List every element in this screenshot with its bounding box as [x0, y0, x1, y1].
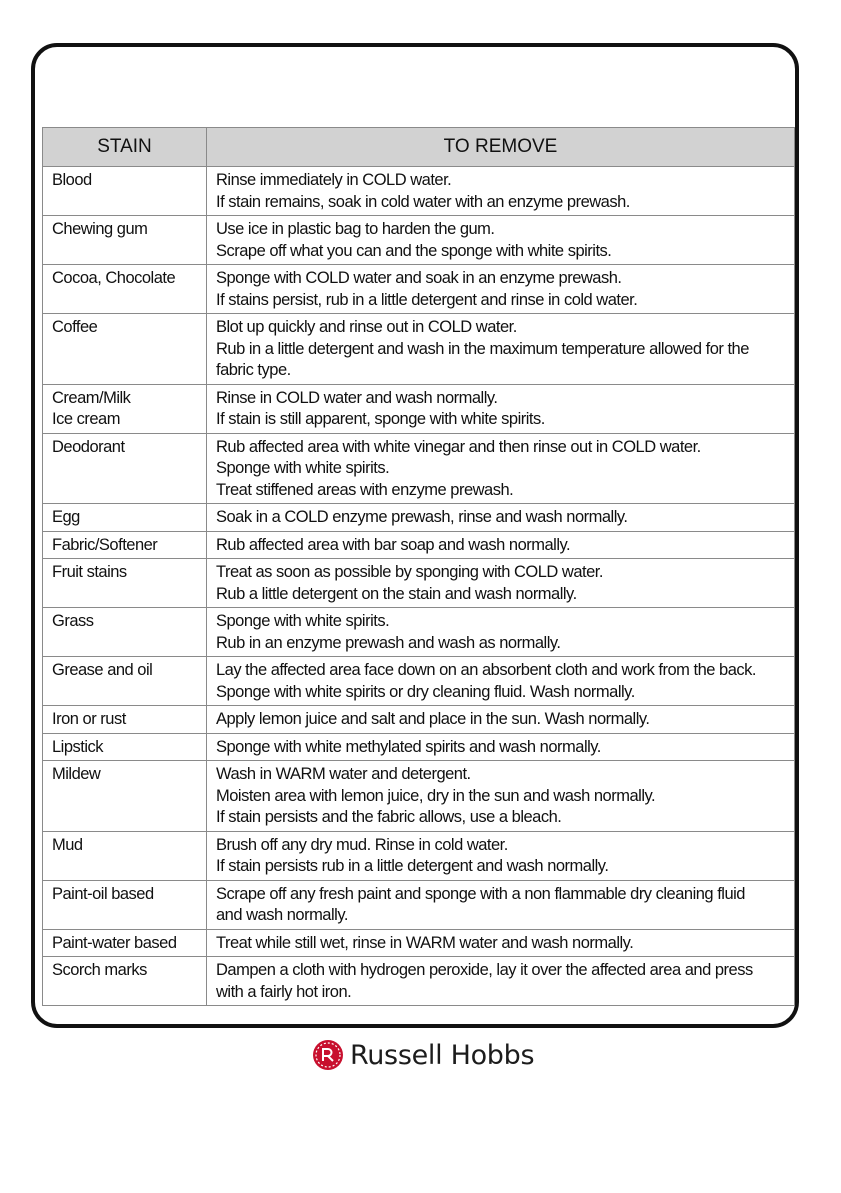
- stain-cell: [43, 733, 207, 761]
- stain-cell: [43, 216, 207, 265]
- stain-cell: [43, 384, 207, 433]
- instruction-line: Rinse in COLD water and wash normally.: [216, 388, 498, 407]
- remove-instructions-cell: [207, 531, 795, 559]
- instruction-line: Rub affected area with white vinegar and then rinse out in COLD water.: [216, 437, 701, 456]
- stain-cell: [43, 265, 207, 314]
- brand-logo: [312, 1038, 534, 1072]
- stain-name: Blood: [52, 171, 92, 189]
- instruction-line: If stain persists rub in a little detergent and wash normally.: [216, 857, 609, 875]
- remove-instructions-cell: [207, 831, 795, 880]
- stain-cell: [43, 657, 207, 706]
- remove-instructions-cell: [207, 314, 795, 385]
- remove-instructions-cell: [207, 216, 795, 265]
- instruction-line: Treat while still wet, rinse in WARM water and wash normally.: [216, 933, 634, 952]
- stain-cell: [43, 957, 207, 1006]
- instruction-line: Scrape off any fresh paint and sponge with a non flammable dry cleaning fluid: [216, 884, 745, 903]
- instruction-line: Rinse immediately in COLD water.: [216, 171, 452, 189]
- stain-removal-table: [42, 127, 795, 1006]
- instruction-line: Sponge with white methylated spirits and wash normally.: [216, 737, 601, 756]
- remove-instructions-cell: [207, 761, 795, 832]
- stain-name: Mud: [52, 835, 83, 854]
- stain-name: Scorch marks: [52, 961, 147, 979]
- instruction-line: Rub a little detergent on the stain and wash normally.: [216, 584, 577, 603]
- table-row: [43, 608, 795, 657]
- remove-instructions-cell: [207, 706, 795, 734]
- instruction-line: Brush off any dry mud. Rinse in cold water.: [216, 835, 508, 854]
- remove-instructions-cell: [207, 733, 795, 761]
- table-row: [43, 880, 795, 929]
- instruction-line: If stain remains, soak in cold water with an enzyme prewash.: [216, 192, 630, 211]
- table-row: [43, 384, 795, 433]
- table-row: [43, 559, 795, 608]
- instruction-line: Rub in a little detergent and wash in the maximum temperature allowed for the: [216, 339, 749, 358]
- remove-instructions-cell: [207, 265, 795, 314]
- stain-name: Egg: [52, 508, 80, 526]
- stain-name: Paint-oil based: [52, 884, 154, 903]
- stain-name: Cream/Milk: [52, 388, 131, 407]
- table-row: [43, 314, 795, 385]
- remove-instructions-cell: [207, 559, 795, 608]
- remove-instructions-cell: [207, 957, 795, 1006]
- stain-name: Paint-water based: [52, 933, 177, 952]
- stain-name: Ice cream: [52, 410, 120, 428]
- table-row: [43, 531, 795, 559]
- stain-cell: [43, 559, 207, 608]
- stain-name: Iron or rust: [52, 710, 126, 728]
- table-row: [43, 657, 795, 706]
- remove-instructions-cell: [207, 929, 795, 957]
- table-row: [43, 929, 795, 957]
- stain-name: Cocoa, Chocolate: [52, 269, 176, 287]
- stain-name: Lipstick: [52, 737, 104, 756]
- stain-cell: [43, 504, 207, 532]
- stain-cell: [43, 706, 207, 734]
- remove-instructions-cell: [207, 504, 795, 532]
- instruction-line: Sponge with COLD water and soak in an enzyme prewash.: [216, 269, 622, 287]
- stain-cell: [43, 608, 207, 657]
- instruction-line: Sponge with white spirits.: [216, 459, 390, 477]
- remove-column-header: TO REMOVE: [207, 128, 795, 167]
- instruction-line: Rub affected area with bar soap and wash normally.: [216, 535, 571, 554]
- stain-column-header: STAIN: [43, 128, 207, 167]
- table-row: [43, 761, 795, 832]
- brand-name: Russell Hobbs: [350, 1039, 535, 1071]
- instruction-line: Blot up quickly and rinse out in COLD water.: [216, 318, 517, 336]
- stain-name: Chewing gum: [52, 220, 148, 238]
- instruction-line: Moisten area with lemon juice, dry in the sun and wash normally.: [216, 786, 656, 805]
- russell-hobbs-emblem-icon: [312, 1039, 344, 1071]
- instruction-line: Lay the affected area face down on an absorbent cloth and work from the back.: [216, 661, 756, 679]
- stain-name: Deodorant: [52, 437, 125, 456]
- stain-cell: [43, 531, 207, 559]
- stain-name: Mildew: [52, 765, 101, 783]
- table-row: [43, 216, 795, 265]
- table-row: [43, 831, 795, 880]
- remove-instructions-cell: [207, 167, 795, 216]
- instruction-line: Rub in an enzyme prewash and wash as normally.: [216, 633, 561, 652]
- stain-name: Grease and oil: [52, 661, 153, 679]
- remove-instructions-cell: [207, 608, 795, 657]
- instruction-line: Sponge with white spirits or dry cleaning fluid. Wash normally.: [216, 682, 635, 701]
- instruction-line: Use ice in plastic bag to harden the gum.: [216, 220, 495, 238]
- table-row: [43, 957, 795, 1006]
- instruction-line: fabric type.: [216, 361, 291, 379]
- remove-instructions-cell: [207, 657, 795, 706]
- stain-name: Fabric/Softener: [52, 535, 158, 554]
- table-row: [43, 167, 795, 216]
- instruction-line: Sponge with white spirits.: [216, 612, 390, 630]
- stain-cell: [43, 761, 207, 832]
- table-row: [43, 265, 795, 314]
- remove-instructions-cell: [207, 384, 795, 433]
- stain-name: Fruit stains: [52, 563, 127, 581]
- table-header-row: [43, 128, 795, 167]
- instruction-line: Soak in a COLD enzyme prewash, rinse and wash normally.: [216, 508, 628, 526]
- stain-name: Grass: [52, 612, 94, 630]
- instruction-line: Dampen a cloth with hydrogen peroxide, lay it over the affected area and press: [216, 961, 753, 979]
- stain-cell: [43, 314, 207, 385]
- table-row: [43, 433, 795, 504]
- stain-cell: [43, 880, 207, 929]
- instruction-line: with a fairly hot iron.: [216, 982, 352, 1001]
- instruction-line: If stains persist, rub in a little detergent and rinse in cold water.: [216, 290, 638, 309]
- instruction-line: and wash normally.: [216, 906, 348, 924]
- remove-instructions-cell: [207, 880, 795, 929]
- stain-cell: [43, 831, 207, 880]
- instruction-line: Treat stiffened areas with enzyme prewash.: [216, 480, 514, 499]
- stain-name: Coffee: [52, 318, 98, 336]
- remove-instructions-cell: [207, 433, 795, 504]
- stain-cell: [43, 167, 207, 216]
- stain-cell: [43, 433, 207, 504]
- instruction-line: Scrape off what you can and the sponge with white spirits.: [216, 241, 612, 260]
- instruction-line: Treat as soon as possible by sponging with COLD water.: [216, 563, 603, 581]
- instruction-line: If stain persists and the fabric allows, use a bleach.: [216, 808, 562, 826]
- table-row: [43, 733, 795, 761]
- table-row: [43, 504, 795, 532]
- instruction-line: Wash in WARM water and detergent.: [216, 765, 471, 783]
- stain-cell: [43, 929, 207, 957]
- table-row: [43, 706, 795, 734]
- instruction-line: If stain is still apparent, sponge with white spirits.: [216, 410, 545, 428]
- instruction-line: Apply lemon juice and salt and place in the sun. Wash normally.: [216, 710, 650, 728]
